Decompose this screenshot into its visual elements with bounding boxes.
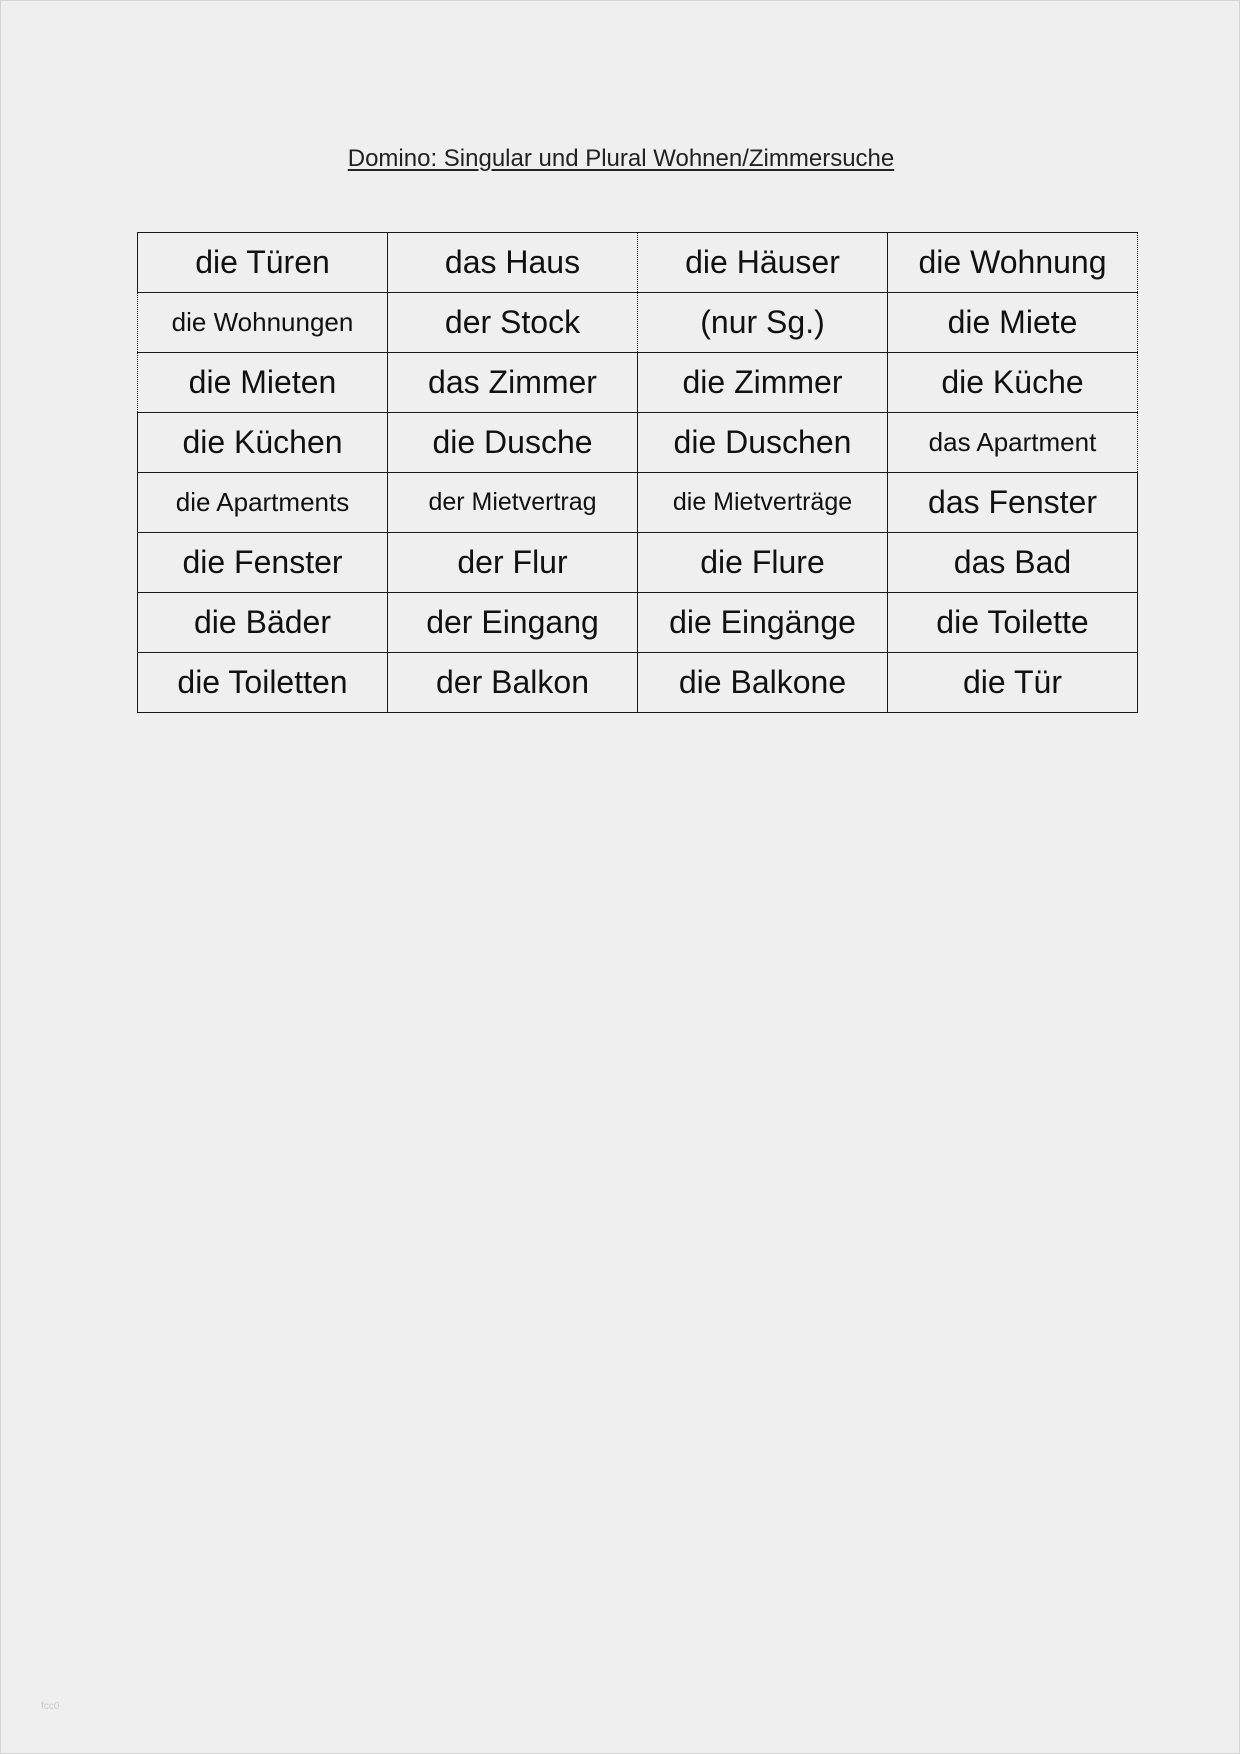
- table-row: [138, 413, 1138, 473]
- domino-cell: die Duschen: [638, 413, 888, 473]
- domino-cell: die Küche: [888, 353, 1138, 413]
- title-text: Domino: Singular und Plural Wohnen/Zimmersuche: [347, 145, 895, 172]
- domino-cell: die Toiletten: [138, 653, 388, 713]
- domino-cell: die Miete: [888, 293, 1138, 353]
- domino-cell: die Apartments: [138, 473, 388, 533]
- domino-cell: die Küchen: [138, 413, 388, 473]
- domino-cell: die Wohnungen: [138, 293, 388, 353]
- domino-cell: die Eingänge: [638, 593, 888, 653]
- domino-cell: die Fenster: [138, 533, 388, 593]
- domino-cell: das Apartment: [888, 413, 1138, 473]
- table-row: [138, 593, 1138, 653]
- domino-cell: die Bäder: [138, 593, 388, 653]
- domino-cell: die Toilette: [888, 593, 1138, 653]
- domino-cell: das Haus: [388, 233, 638, 293]
- footer-watermark: fcc0: [41, 1701, 60, 1712]
- domino-cell: die Türen: [138, 233, 388, 293]
- domino-cell: das Bad: [888, 533, 1138, 593]
- domino-cell: die Zimmer: [638, 353, 888, 413]
- domino-cell: (nur Sg.): [638, 293, 888, 353]
- worksheet-title: [1, 144, 1240, 174]
- domino-cell: die Flure: [638, 533, 888, 593]
- domino-cell: die Dusche: [388, 413, 638, 473]
- table-row: [138, 293, 1138, 353]
- domino-cell: die Balkone: [638, 653, 888, 713]
- domino-cell: der Flur: [388, 533, 638, 593]
- domino-cell: die Mieten: [138, 353, 388, 413]
- domino-cell: der Stock: [388, 293, 638, 353]
- table-row: [138, 533, 1138, 593]
- domino-cell: die Mietverträge: [638, 473, 888, 533]
- table-row: [138, 473, 1138, 533]
- domino-cell: der Mietvertrag: [388, 473, 638, 533]
- domino-cell: die Wohnung: [888, 233, 1138, 293]
- domino-cell: der Eingang: [388, 593, 638, 653]
- table-row: [138, 653, 1138, 713]
- table-row: [138, 233, 1138, 293]
- domino-cell: das Fenster: [888, 473, 1138, 533]
- domino-cell: der Balkon: [388, 653, 638, 713]
- domino-cell: das Zimmer: [388, 353, 638, 413]
- domino-cell: die Häuser: [638, 233, 888, 293]
- domino-cell: die Tür: [888, 653, 1138, 713]
- table-row: [138, 353, 1138, 413]
- domino-table: [137, 232, 1138, 713]
